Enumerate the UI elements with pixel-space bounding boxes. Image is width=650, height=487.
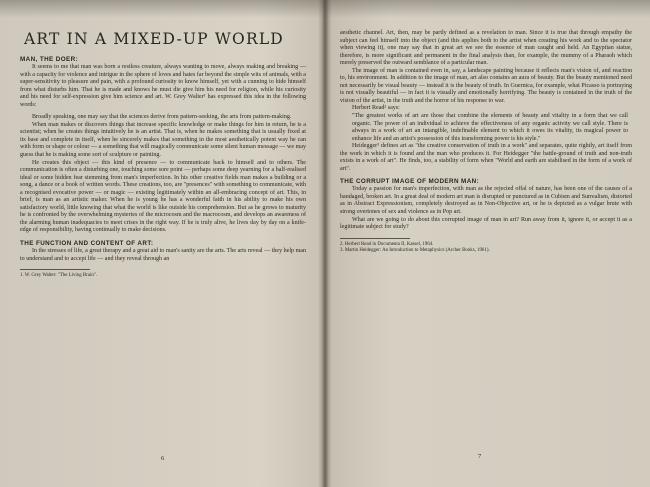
section-heading-function-content: THE FUNCTION AND CONTENT OF ART:	[20, 240, 154, 248]
paragraph: It seems to me that man was born a restless creature, always wanting to move, always making and breaking — with a capacity for violence and intrigue in the sphere of loves and hates far beyond the simple wits of animals, with a super-sensitivity to pleasure and pain, with a profound curiosity to know himself, yet with a cunning to hide himself from what disturbs him. That he is made and knows he must die give him his need for religion, while his curiosity and his need for self-expression give him science and art. W. Grey Walter¹ has expressed this idea in the following words:	[20, 64, 306, 108]
book-gutter	[318, 0, 332, 487]
paragraph: He creates this object — this kind of presence — to communicate back to himself and to others. The communication is often a disturbing one, touching some sore point — perhaps some deep yearning for a half-realised ideal or some hidden fear stemming from man's imperfection. In his other creative fields man makes a building or a song, a dance or a book of written words. These creations, too, are "presences" with something to communicate, with a recognised evocative power — or magic — existing legitimately within an all-embracing concept of art. This, in brief, is man as an artistic maker. When he is young he has a wonderful faith in his ability to make his own satisfactory world, little knowing that what the world is like outside his comprehension. But as he grows to maturity he is confronted by the overwhelming mysteries of the microcosm and the macrocosm, and develops an awareness of the alarming human inadequacies to meet crises in the right way. If he is truly alive, he lives day by day on a knife-edge of responsibility, having continually to make decisions.	[20, 159, 306, 234]
quote-paragraph: Broadly speaking, one may say that the sciences derive from pattern-seeking, the arts from pattern-making.	[32, 114, 292, 121]
right-page	[340, 0, 632, 487]
left-page	[20, 0, 306, 487]
paragraph: Today a passion for man's imperfection, with man as the rejected offal of nature, has been one of the causes of a bandaged, broken art. In a great deal of modern art man is disrupted or punctured as in Cubism and Surrealism, distorted as in Abstract Expressionism, completely destroyed as in Non-Objective art, or he is depicted as a vulgar brute with strong overtones of sex and violence as in Pop art.	[340, 186, 632, 216]
paragraph: Heidegger³ defines art as "the creative conservation of truth in a work" and separates, quite rightly, art itself from the work in which it is found and the man who produces it. For Heidegger "the battle-ground of truth and non-truth exists in a work of art". He finds, too, a stability of form when "World and earth are stabilised in the form of a work of art".	[340, 143, 632, 172]
paragraph: The image of man is contained even in, say, a landscape painting because it reflects man's vision of, and reaction to, his environment. In addition to the image of man, art also contains an aura of beauty. But the beauty mentioned need not necessarily be visual beauty — instead it is the beauty of truth. In Guernica, for example, what Picasso is portraying is not visually beautiful — in fact it is visually and emotionally horrifying. The beauty is contained in the truth of the vision of the artist, in the truth and the horror of his response to war.	[340, 67, 632, 104]
page-title: ART IN A MIXED-UP WORLD	[24, 30, 284, 48]
left-column	[20, 56, 306, 280]
paragraph: In the stresses of life, a great therapy and a great aid to man's sanity are the arts. The arts reveal — they help man to understand and to accept life — and they reveal through an	[20, 248, 306, 262]
footnote-rule	[340, 238, 410, 239]
paragraph: When man makes or discovers things that increase specific knowledge or make things for him in return, he is a scientist; when he creates things intuitively he is an artist. That is, when he makes something that is usually fixed at its base and complete in itself, when he sincerely makes that something in the most aesthetically potent way he can with form or shape or colour — a something that will magically communicate some silent human message — we may guess that he is making some sort of sculpture or painting.	[20, 121, 306, 159]
page-number: 7	[478, 453, 482, 460]
footnote-rule	[20, 269, 90, 270]
footnote: 2. Herbert Read in Documenta II, Kassel, 1964.	[340, 241, 434, 247]
paragraph: What are we going to do about this corrupted image of man in art? Run away from it, ignore it, or accept it as a legitimate subject for study?	[340, 216, 632, 231]
section-heading-corrupt-image: THE CORRUPT IMAGE OF MODERN MAN:	[340, 178, 480, 186]
paragraph: Herbert Read² says:	[352, 105, 400, 112]
section-heading-man-the-doer: MAN, THE DOER:	[20, 56, 79, 63]
page-number: 6	[161, 455, 165, 462]
paragraph: aesthetic channel. Art, then, may be partly defined as a revelation to man. Since it is true that through empathy the subject can feel himself into the object (and this applies both to the artist when creating his work and to the spectator when viewing it), one may say that in great art we see the essence of man caught and held. An Egyptian statue, therefore, is more significant and permanent in the final analysis than, for example, the mummy of a Pharaoh which merely preserved the outward semblance of a particular man.	[340, 30, 632, 67]
right-column	[340, 30, 632, 255]
block-quote: "The greatest works of art are those that combine the elements of beauty and vitality in a form that we call organic. The power of an individual to achieve the effectiveness of any organic activity we call style. There is always in a work of art an intangible, indefinable element to which it owes its vitality, its magical power to enhance life and an artist's possession of this transforming power is his style."	[352, 113, 628, 142]
footnote: 3. Martin Heidegger: An Introduction to Metaphysics (Archer Books, 1961).	[340, 248, 490, 254]
footnote: 1. W. Grey Walter: "The Living Brain".	[20, 273, 97, 279]
